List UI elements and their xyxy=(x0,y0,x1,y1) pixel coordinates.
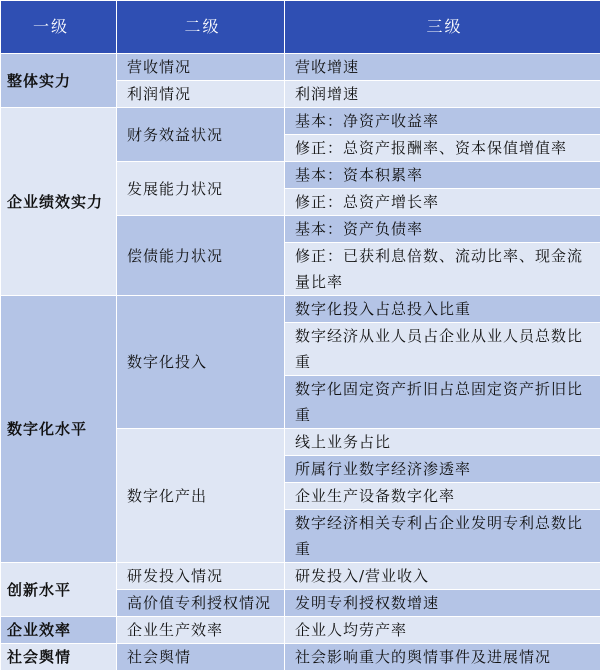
level-2-cell: 发展能力状况 xyxy=(117,162,285,216)
table-row xyxy=(1,617,600,644)
level-2-cell: 数字化产出 xyxy=(117,429,285,563)
table-row xyxy=(1,563,600,590)
table-row xyxy=(1,644,600,671)
level-3-cell: 企业人均劳产率 xyxy=(285,617,600,644)
level-3-cell: 基本：净资产收益率 xyxy=(285,108,600,135)
table-row xyxy=(1,108,600,135)
level-3-cell: 线上业务占比 xyxy=(285,429,600,456)
table-row xyxy=(1,54,600,81)
level-1-cell: 数字化水平 xyxy=(1,296,117,563)
level-3-cell: 基本：资产负债率 xyxy=(285,216,600,243)
header-row xyxy=(1,1,600,54)
table-row xyxy=(1,296,600,323)
level-3-cell: 营收增速 xyxy=(285,54,600,81)
level-2-cell: 财务效益状况 xyxy=(117,108,285,162)
level-3-cell: 发明专利授权数增速 xyxy=(285,590,600,617)
level-2-cell: 数字化投入 xyxy=(117,296,285,429)
level-3-cell: 数字化固定资产折旧占总固定资产折旧比重 xyxy=(285,376,600,429)
level-3-cell: 修正：总资产增长率 xyxy=(285,189,600,216)
level-1-cell: 社会舆情 xyxy=(1,644,117,671)
level-2-cell: 营收情况 xyxy=(117,54,285,81)
level-2-cell: 高价值专利授权情况 xyxy=(117,590,285,617)
level-3-cell: 研发投入/营业收入 xyxy=(285,563,600,590)
level-3-cell: 数字化投入占总投入比重 xyxy=(285,296,600,323)
level-2-cell: 社会舆情 xyxy=(117,644,285,671)
level-3-cell: 社会影响重大的舆情事件及进展情况 xyxy=(285,644,600,671)
level-3-cell: 数字经济相关专利占企业发明专利总数比重 xyxy=(285,510,600,563)
header-level-1: 一级 xyxy=(1,1,117,54)
level-3-cell: 利润增速 xyxy=(285,81,600,108)
level-3-cell: 所属行业数字经济渗透率 xyxy=(285,456,600,483)
level-2-cell: 企业生产效率 xyxy=(117,617,285,644)
level-1-cell: 创新水平 xyxy=(1,563,117,617)
level-1-cell: 企业效率 xyxy=(1,617,117,644)
header-level-3: 三级 xyxy=(285,1,600,54)
level-1-cell: 企业绩效实力 xyxy=(1,108,117,296)
level-2-cell: 利润情况 xyxy=(117,81,285,108)
level-3-cell: 修正：总资产报酬率、资本保值增值率 xyxy=(285,135,600,162)
level-3-cell: 修正：已获利息倍数、流动比率、现金流量比率 xyxy=(285,243,600,296)
level-2-cell: 研发投入情况 xyxy=(117,563,285,590)
level-2-cell: 偿债能力状况 xyxy=(117,216,285,296)
header-level-2: 二级 xyxy=(117,1,285,54)
level-3-cell: 数字经济从业人员占企业从业人员总数比重 xyxy=(285,323,600,376)
level-3-cell: 企业生产设备数字化率 xyxy=(285,483,600,510)
level-1-cell: 整体实力 xyxy=(1,54,117,108)
level-3-cell: 基本：资本积累率 xyxy=(285,162,600,189)
